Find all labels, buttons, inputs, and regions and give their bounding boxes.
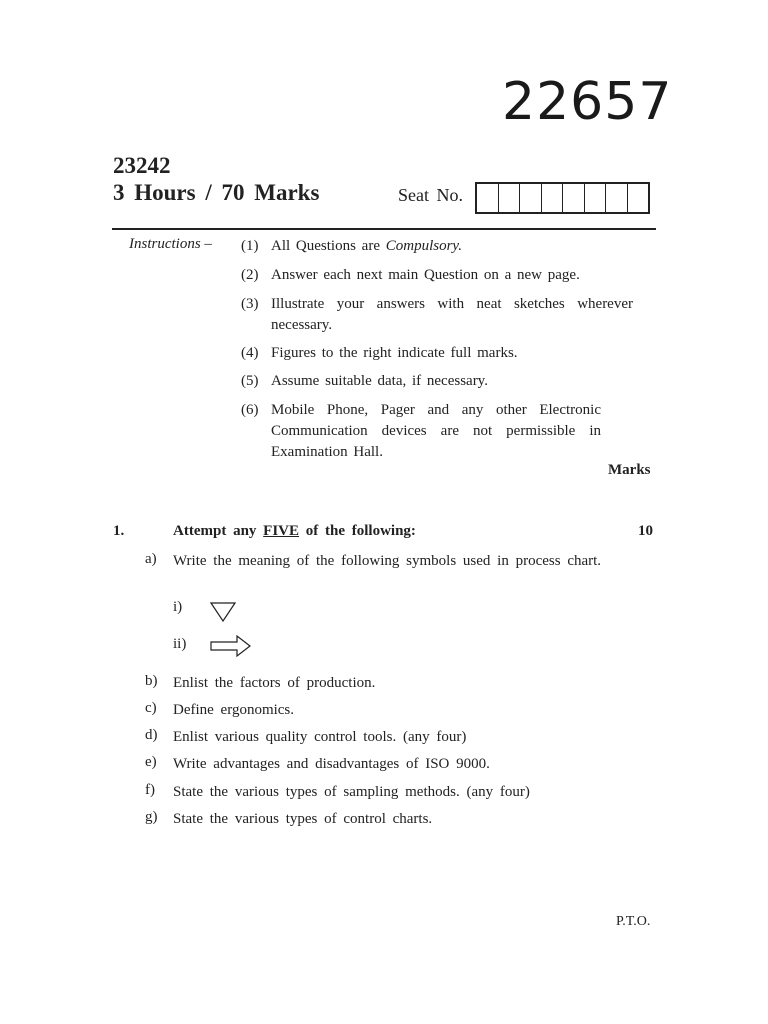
sub-question-letter: g) (145, 809, 158, 825)
inverted-triangle-icon (210, 602, 236, 622)
seat-box[interactable] (542, 184, 564, 212)
sub-question-text: State the various types of sampling methods. (any four) (173, 784, 530, 800)
instruction-number: (2) (241, 267, 259, 283)
sub-question-letter: d) (145, 727, 158, 743)
duration-marks: 3 Hours / 70 Marks (113, 180, 320, 205)
question-heading: Attempt any FIVE of the following: (173, 523, 416, 539)
instruction-number: (1) (241, 238, 259, 254)
instructions-label: Instructions – (129, 236, 212, 252)
sub-question-letter: e) (145, 754, 157, 770)
sub-question-text: Define ergonomics. (173, 702, 295, 718)
question-marks: 10 (638, 523, 653, 539)
marks-column-heading: Marks (608, 462, 651, 478)
instruction-text: All Questions are Compulsory. (271, 238, 462, 254)
sub-question-text: Enlist the factors of production. (173, 675, 376, 691)
seat-box[interactable] (585, 184, 607, 212)
instruction-number: (6) (241, 402, 259, 418)
symbol-label: ii) (173, 636, 187, 652)
instruction-text: Mobile Phone, Pager and any other Electronic Communication devices are not permissible in Examination Hall. (271, 402, 601, 460)
instruction-text: Answer each next main Question on a new page. (271, 267, 580, 283)
seat-box[interactable] (477, 184, 499, 212)
seat-box[interactable] (499, 184, 521, 212)
seat-box[interactable] (628, 184, 649, 212)
sub-question-text: Write advantages and disadvantages of ISO 9000. (173, 756, 490, 772)
instruction-text: Figures to the right indicate full marks. (271, 345, 518, 361)
seat-box[interactable] (520, 184, 542, 212)
compulsory-emphasis: Compulsory. (385, 238, 462, 254)
five-emphasis: FIVE (263, 523, 299, 539)
seat-box[interactable] (606, 184, 628, 212)
instruction-text: Illustrate your answers with neat sketches wherever necessary. (271, 296, 633, 333)
sub-question-letter: b) (145, 673, 158, 689)
seat-number-boxes[interactable] (475, 182, 650, 214)
sub-question-text: Write the meaning of the following symbols used in process chart. (173, 553, 602, 569)
instruction-text: Assume suitable data, if necessary. (271, 373, 488, 389)
arrow-right-icon (210, 635, 252, 657)
question-number: 1. (113, 523, 125, 539)
subject-code: 22657 (502, 72, 673, 132)
sub-question-letter: f) (145, 782, 155, 798)
paper-code: 23242 (113, 153, 171, 178)
seat-box[interactable] (563, 184, 585, 212)
instruction-number: (5) (241, 373, 259, 389)
instruction-number: (3) (241, 296, 259, 312)
sub-question-text: State the various types of control charts. (173, 811, 433, 827)
header-divider (112, 228, 656, 230)
symbol-label: i) (173, 599, 183, 615)
sub-question-letter: c) (145, 700, 157, 716)
sub-question-text: Enlist various quality control tools. (any four) (173, 729, 467, 745)
seat-number-label: Seat No. (398, 185, 463, 205)
instruction-number: (4) (241, 345, 259, 361)
page-turn-over: P.T.O. (616, 914, 651, 929)
sub-question-letter: a) (145, 551, 157, 567)
